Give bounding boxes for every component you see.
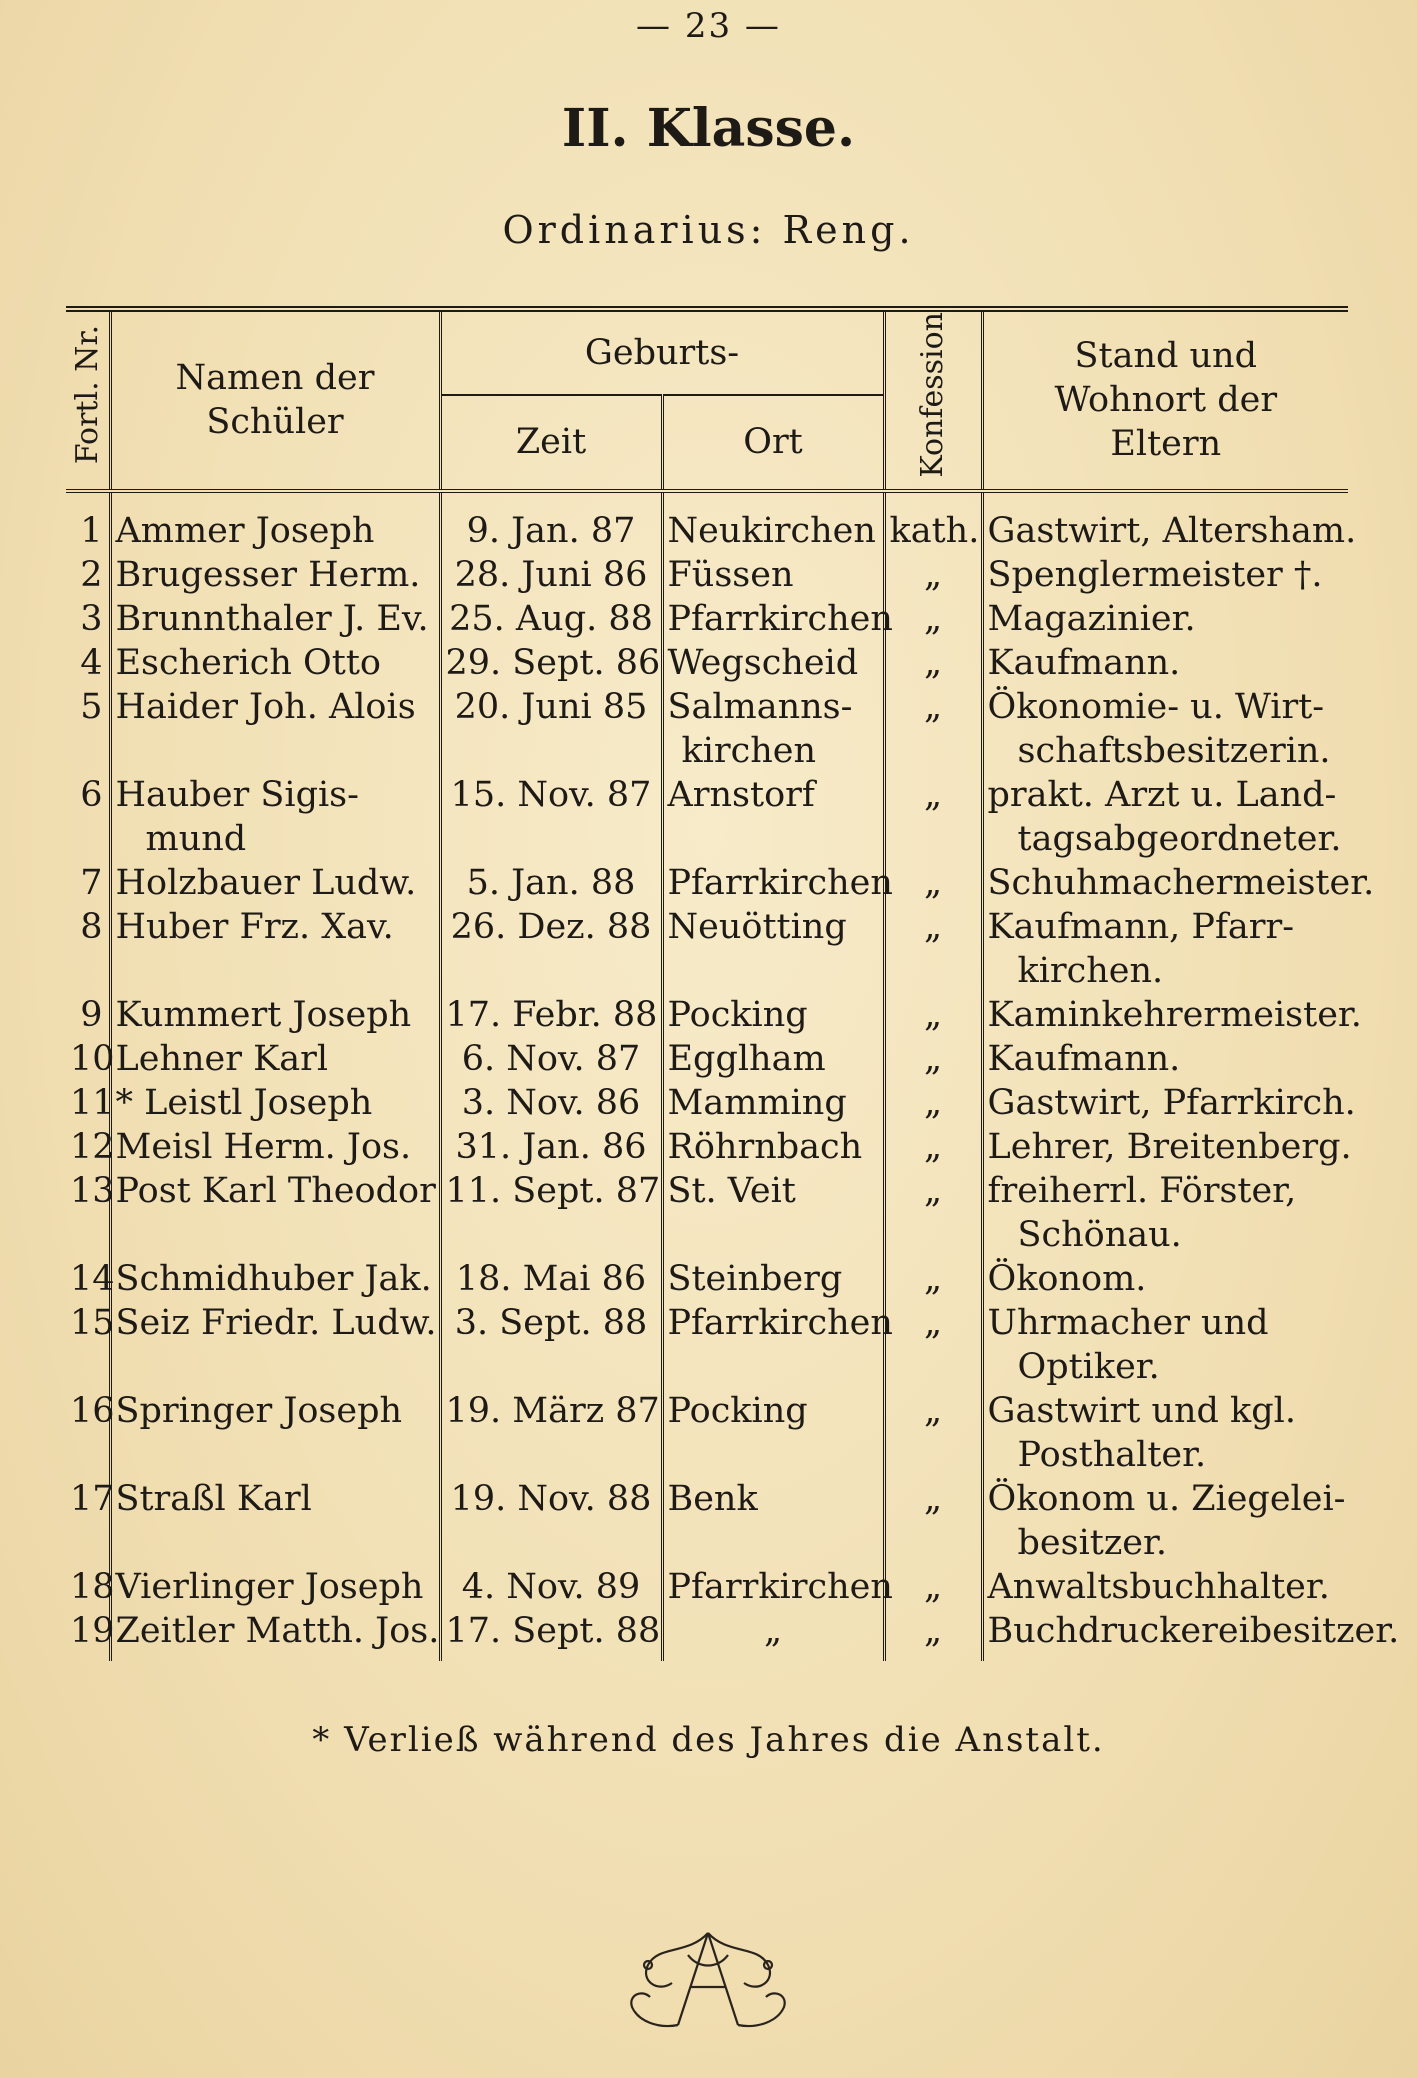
cell-place: [662, 1125, 884, 1169]
cell-nr: 2: [66, 553, 110, 597]
cell-date: 19. März 87: [440, 1389, 662, 1477]
cell-name-line: Straßl Karl: [115, 1478, 312, 1519]
cell-place-line: Steinberg: [667, 1258, 843, 1299]
cell-place-line: Benk: [667, 1478, 758, 1519]
cell-name: [110, 861, 440, 905]
header-confession-label: Konfession: [915, 312, 951, 478]
cell-place-line: Mamming: [667, 1082, 847, 1123]
cell-date: 19. Nov. 88: [440, 1477, 662, 1565]
table-row: [66, 1609, 1348, 1661]
cell-name: [110, 1081, 440, 1125]
cell-place: [662, 1389, 884, 1477]
cell-nr: 6: [66, 773, 110, 861]
cell-date: 17. Febr. 88: [440, 993, 662, 1037]
cell-nr: 9: [66, 993, 110, 1037]
table-row: [66, 641, 1348, 685]
table-row: [66, 1169, 1348, 1257]
cell-place-line: Füssen: [667, 554, 794, 595]
cell-nr: 13: [66, 1169, 110, 1257]
cell-name-line: Vierlinger Joseph: [115, 1566, 424, 1607]
cell-confession: „: [884, 861, 982, 905]
monogram-ornament-icon: [618, 1925, 798, 2035]
cell-confession: „: [884, 993, 982, 1037]
table-row: [66, 773, 1348, 861]
cell-name-line: Springer Joseph: [115, 1390, 403, 1431]
cell-confession: „: [884, 1125, 982, 1169]
cell-confession: „: [884, 1257, 982, 1301]
cell-date: 20. Juni 85: [440, 685, 662, 773]
cell-name: [110, 1477, 440, 1565]
cell-parents: [982, 1301, 1348, 1389]
cell-parents-line: Posthalter.: [1017, 1434, 1207, 1475]
cell-parents-line: Ökonom u. Ziegelei-: [987, 1478, 1346, 1519]
cell-parents: [982, 1609, 1400, 1661]
table-row: [66, 685, 1348, 773]
cell-date: 6. Nov. 87: [440, 1037, 662, 1081]
cell-name: [110, 773, 440, 861]
cell-parents-line: prakt. Arzt u. Land-: [987, 774, 1337, 815]
cell-place: [662, 1169, 884, 1257]
cell-name-line: mund: [145, 818, 247, 859]
cell-name-line: Huber Frz. Xav.: [115, 906, 394, 947]
header-birth: Geburts-: [440, 309, 884, 395]
cell-name: [110, 993, 440, 1037]
cell-confession: „: [884, 1477, 982, 1565]
cell-parents-line: Gastwirt, Pfarrkirch.: [987, 1082, 1356, 1123]
table-row: [66, 1125, 1348, 1169]
cell-place: [662, 685, 884, 773]
cell-parents: [982, 685, 1348, 773]
table-row: [66, 861, 1348, 905]
cell-parents-line: Kaufmann.: [987, 1038, 1181, 1079]
cell-name-line: Ammer Joseph: [115, 510, 375, 551]
cell-place-line: Röhrnbach: [667, 1126, 863, 1167]
cell-name-line: Haider Joh. Alois: [115, 686, 416, 727]
cell-place-line: Pocking: [667, 1390, 808, 1431]
footnote: * Verließ während des Jahres die Anstalt.: [312, 1720, 1105, 1760]
cell-parents: [982, 491, 1357, 553]
table-row: [66, 993, 1348, 1037]
cell-place: [662, 993, 884, 1037]
cell-place: [662, 905, 884, 993]
header-parents-label: Stand und Wohnort der Eltern: [1054, 336, 1278, 465]
cell-place-line: Neuötting: [667, 906, 847, 947]
table-row: [66, 1081, 1348, 1125]
cell-date: 3. Sept. 88: [440, 1301, 662, 1389]
cell-name: [110, 553, 440, 597]
table-row: [66, 905, 1348, 993]
cell-date: 28. Juni 86: [440, 553, 662, 597]
cell-date: 4. Nov. 89: [440, 1565, 662, 1609]
cell-parents: [982, 1565, 1348, 1609]
cell-parents-line: freiherrl. Förster,: [987, 1170, 1297, 1211]
cell-parents-line: Buchdruckereibesitzer.: [987, 1610, 1400, 1651]
cell-place-line: Wegscheid: [667, 642, 859, 683]
cell-name-line: Schmidhuber Jak.: [115, 1258, 432, 1299]
cell-name-line: Escherich Otto: [115, 642, 381, 683]
cell-name: [110, 1169, 440, 1257]
cell-date: 5. Jan. 88: [440, 861, 662, 905]
cell-place: [662, 861, 893, 905]
cell-parents: [982, 553, 1348, 597]
cell-name-line: Brugesser Herm.: [115, 554, 421, 595]
cell-confession: „: [884, 1037, 982, 1081]
cell-parents-line: Schuhmachermeister.: [987, 862, 1375, 903]
cell-confession: „: [884, 597, 982, 641]
cell-place-line: Egglham: [667, 1038, 826, 1079]
cell-place-line: Pfarrkirchen: [667, 1302, 893, 1343]
cell-nr: 14: [66, 1257, 110, 1301]
cell-name-line: Seiz Friedr. Ludw.: [115, 1302, 437, 1343]
header-nr-label: Fortl. Nr.: [70, 325, 105, 465]
page-number: — 23 —: [636, 6, 781, 46]
cell-place: [662, 553, 884, 597]
cell-place: [662, 597, 893, 641]
cell-place: [662, 773, 884, 861]
header-birth-place: Ort: [662, 395, 884, 490]
table-row: [66, 1037, 1348, 1081]
cell-confession: „: [884, 1169, 982, 1257]
cell-name: [110, 1389, 440, 1477]
cell-name: [110, 685, 440, 773]
table-row: [66, 553, 1348, 597]
cell-confession: „: [884, 1081, 982, 1125]
cell-nr: 8: [66, 905, 110, 993]
student-table-wrapper: [66, 306, 1400, 1661]
cell-place: [662, 491, 884, 553]
cell-parents-line: kirchen.: [1017, 950, 1164, 991]
cell-parents-line: Ökonom.: [987, 1258, 1147, 1299]
cell-parents-line: besitzer.: [1017, 1522, 1168, 1563]
cell-name: [110, 1609, 440, 1661]
cell-parents: [982, 641, 1348, 685]
cell-place: [662, 1565, 893, 1609]
cell-place: [662, 1257, 884, 1301]
cell-parents-line: Schönau.: [1017, 1214, 1182, 1255]
cell-name-line: Holzbauer Ludw.: [115, 862, 417, 903]
cell-name-line: Brunnthaler J. Ev.: [115, 598, 429, 639]
cell-name-line: Hauber Sigis-: [115, 774, 359, 815]
cell-nr: 12: [66, 1125, 110, 1169]
cell-name: [110, 905, 440, 993]
cell-confession: „: [884, 1301, 982, 1389]
cell-name: [110, 1037, 440, 1081]
cell-name-line: Kummert Joseph: [115, 994, 412, 1035]
student-table: [66, 306, 1400, 1661]
cell-date: 17. Sept. 88: [440, 1609, 662, 1661]
cell-nr: 5: [66, 685, 110, 773]
cell-name: [110, 1301, 440, 1389]
cell-date: 9. Jan. 87: [440, 491, 662, 553]
cell-parents-line: Kaminkehrermeister.: [987, 994, 1362, 1035]
cell-date: 26. Dez. 88: [440, 905, 662, 993]
cell-name-line: * Leistl Joseph: [115, 1082, 373, 1123]
header-name: [110, 309, 440, 491]
cell-date: 29. Sept. 86: [440, 641, 662, 685]
cell-parents: [982, 1389, 1348, 1477]
cell-nr: 11: [66, 1081, 110, 1125]
cell-parents: [982, 1125, 1352, 1169]
cell-place-line: kirchen: [681, 730, 817, 771]
cell-place-line: Neukirchen: [667, 510, 876, 551]
table-row: [66, 597, 1348, 641]
table-row: [66, 1389, 1348, 1477]
cell-confession: „: [884, 1609, 982, 1661]
cell-place: [662, 1301, 893, 1389]
cell-date: 25. Aug. 88: [440, 597, 662, 641]
cell-name-line: Lehner Karl: [115, 1038, 329, 1079]
cell-nr: 15: [66, 1301, 110, 1389]
cell-name-line: Zeitler Matth. Jos.: [115, 1610, 440, 1651]
cell-confession: „: [884, 1389, 982, 1477]
cell-nr: 3: [66, 597, 110, 641]
table-row: [66, 491, 1348, 553]
cell-place-line: Salmanns-: [667, 686, 853, 727]
cell-parents: [982, 861, 1375, 905]
cell-place: [662, 1609, 884, 1661]
cell-confession: „: [884, 553, 982, 597]
cell-parents-line: Optiker.: [1017, 1346, 1160, 1387]
cell-date: 18. Mai 86: [440, 1257, 662, 1301]
cell-place: [662, 1037, 884, 1081]
table-row: [66, 1565, 1348, 1609]
cell-name: [110, 491, 440, 553]
cell-parents-line: Anwaltsbuchhalter.: [987, 1566, 1330, 1607]
cell-parents: [982, 1257, 1348, 1301]
table-row: [66, 1257, 1348, 1301]
cell-nr: 18: [66, 1565, 110, 1609]
cell-date: 31. Jan. 86: [440, 1125, 662, 1169]
cell-nr: 16: [66, 1389, 110, 1477]
cell-confession: „: [884, 685, 982, 773]
cell-parents-line: Spenglermeister †.: [987, 554, 1323, 595]
cell-name-line: Meisl Herm. Jos.: [115, 1126, 412, 1167]
cell-parents: [982, 1477, 1348, 1565]
cell-place-line: Pfarrkirchen: [667, 598, 893, 639]
cell-date: 15. Nov. 87: [440, 773, 662, 861]
cell-confession: „: [884, 1565, 982, 1609]
cell-confession: „: [884, 641, 982, 685]
cell-nr: 17: [66, 1477, 110, 1565]
cell-place: [662, 641, 884, 685]
cell-place: [662, 1477, 884, 1565]
cell-parents: [982, 1081, 1356, 1125]
cell-parents: [982, 597, 1348, 641]
cell-parents: [982, 905, 1348, 993]
cell-parents: [982, 1169, 1348, 1257]
cell-parents-line: Ökonomie- u. Wirt-: [987, 686, 1325, 727]
cell-date: 11. Sept. 87: [440, 1169, 662, 1257]
cell-confession: „: [884, 905, 982, 993]
cell-place-line: Pfarrkirchen: [667, 1566, 893, 1607]
cell-confession: kath.: [884, 491, 982, 553]
cell-date: 3. Nov. 86: [440, 1081, 662, 1125]
header-parents: [982, 309, 1348, 491]
cell-nr: 1: [66, 491, 110, 553]
cell-parents-line: Uhrmacher und: [987, 1302, 1269, 1343]
student-rows: [66, 491, 1400, 1661]
cell-name: [110, 641, 440, 685]
cell-place: [662, 1081, 884, 1125]
cell-place-line: St. Veit: [667, 1170, 796, 1211]
cell-name: [110, 1125, 440, 1169]
cell-nr: 10: [66, 1037, 110, 1081]
cell-name: [110, 1257, 440, 1301]
cell-parents: [982, 993, 1362, 1037]
header-birth-time: Zeit: [440, 395, 662, 490]
class-title: II. Klasse.: [561, 98, 856, 159]
cell-name: [110, 597, 440, 641]
header-name-label: Namen der Schüler: [175, 358, 375, 443]
cell-parents-line: Gastwirt, Altersham.: [987, 510, 1357, 551]
cell-nr: 7: [66, 861, 110, 905]
cell-parents: [982, 1037, 1348, 1081]
cell-place-line: „: [763, 1610, 783, 1651]
cell-place-line: Arnstorf: [667, 774, 815, 815]
cell-parents-line: schaftsbesitzerin.: [1017, 730, 1331, 771]
cell-nr: 4: [66, 641, 110, 685]
cell-parents: [982, 773, 1348, 861]
cell-nr: 19: [66, 1609, 110, 1661]
cell-parents-line: tagsabgeordneter.: [1017, 818, 1342, 859]
table-row: [66, 1301, 1348, 1389]
ordinarius-line: Ordinarius: Reng.: [502, 208, 915, 252]
table-row: [66, 1477, 1348, 1565]
cell-confession: „: [884, 773, 982, 861]
header-nr: [66, 309, 110, 491]
header-confession: [884, 309, 982, 491]
cell-parents-line: Kaufmann, Pfarr-: [987, 906, 1295, 947]
cell-parents-line: Lehrer, Breitenberg.: [987, 1126, 1352, 1167]
cell-parents-line: Magazinier.: [987, 598, 1196, 639]
cell-place-line: Pocking: [667, 994, 808, 1035]
cell-name: [110, 1565, 440, 1609]
cell-place-line: Pfarrkirchen: [667, 862, 893, 903]
cell-name-line: Post Karl Theodor: [115, 1170, 436, 1211]
cell-parents-line: Kaufmann.: [987, 642, 1181, 683]
cell-parents-line: Gastwirt und kgl.: [987, 1390, 1296, 1431]
